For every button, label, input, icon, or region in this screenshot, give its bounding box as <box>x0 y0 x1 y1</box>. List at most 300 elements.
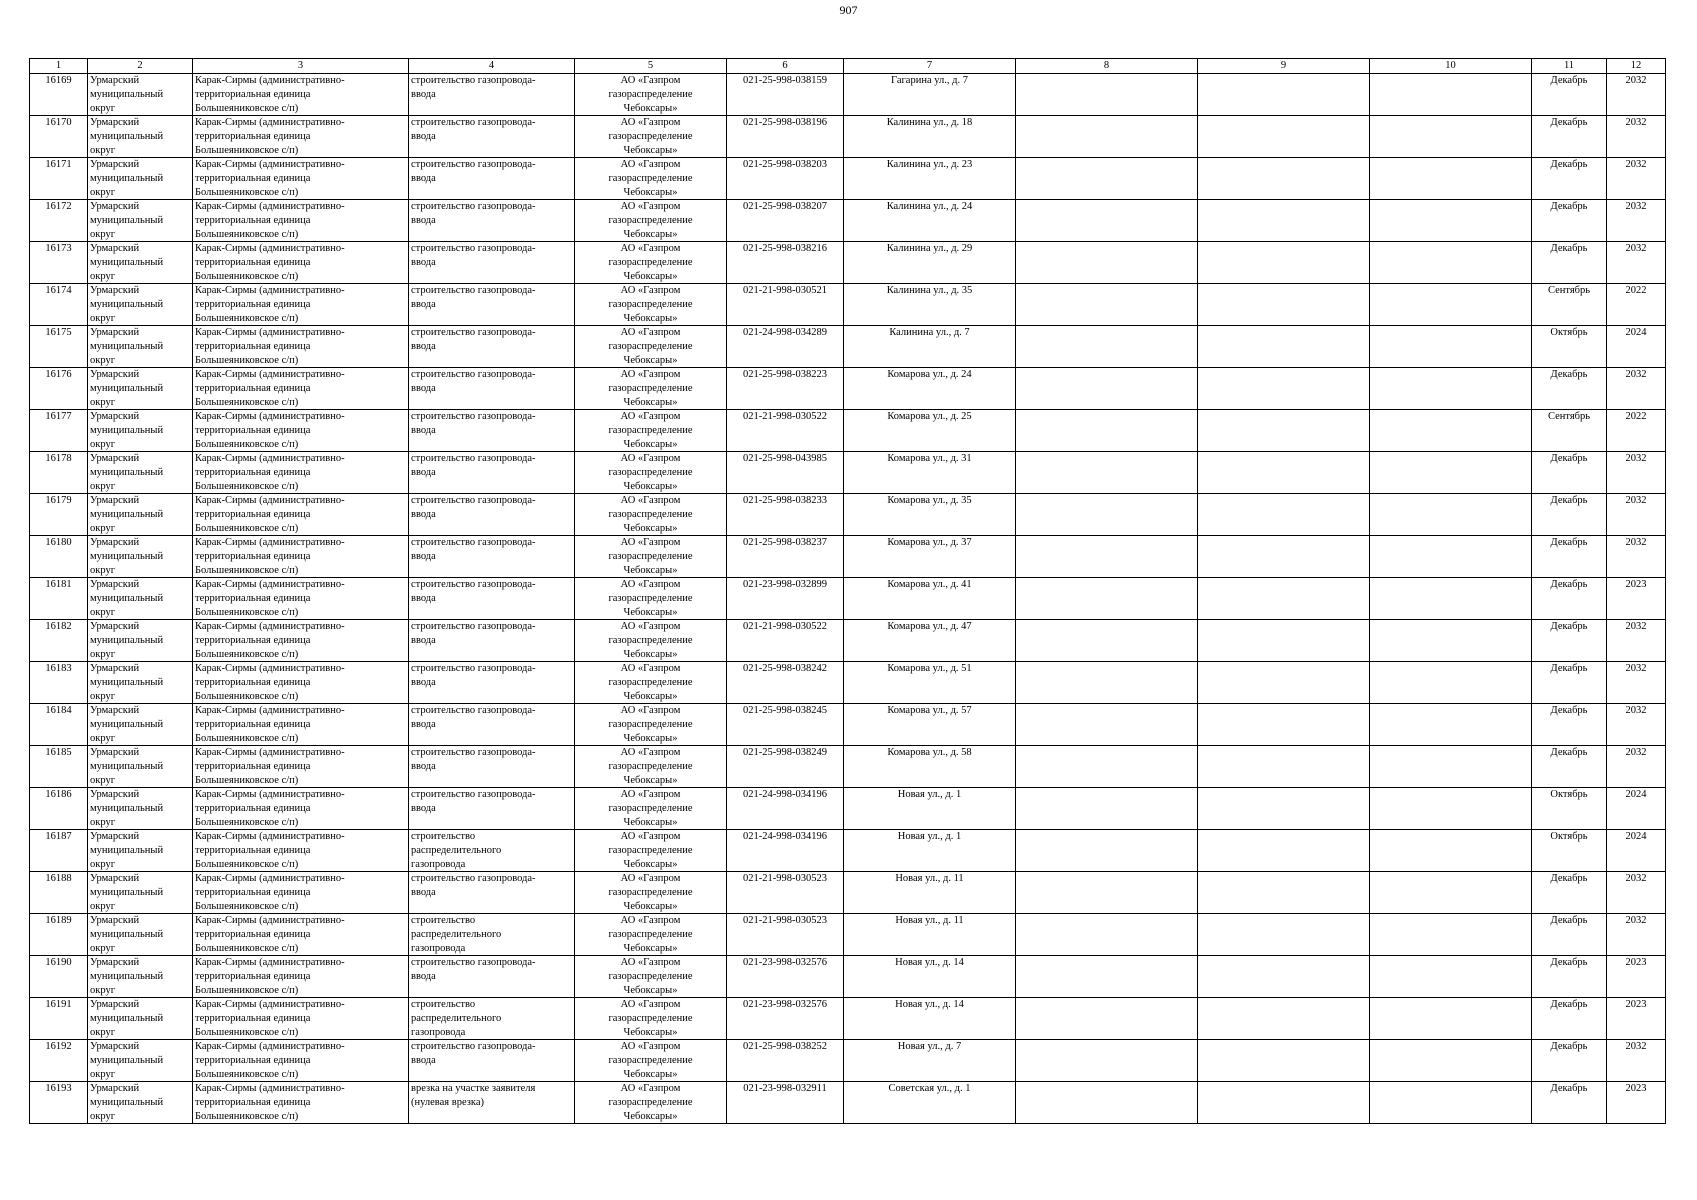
organization-cell <box>575 74 727 116</box>
organization-text: АО «Газпром газораспределение Чебоксары» <box>608 117 693 156</box>
entry-number-text: 16176 <box>45 369 72 380</box>
year-text: 2023 <box>1625 957 1647 968</box>
organization-cell <box>575 536 727 578</box>
empty-cell <box>1370 704 1532 746</box>
request-number-cell <box>727 452 844 494</box>
municipality-cell <box>88 284 193 326</box>
table-row <box>30 368 1666 410</box>
empty-cell <box>1198 284 1370 326</box>
work-type-text: строительство газопровода- ввода <box>411 369 536 394</box>
empty-cell <box>1370 830 1532 872</box>
request-number-cell <box>727 368 844 410</box>
work-type-cell <box>409 620 575 662</box>
work-type-cell <box>409 746 575 788</box>
column-header: 9 <box>1198 59 1370 74</box>
locality-cell <box>193 452 409 494</box>
request-number-cell <box>727 830 844 872</box>
municipality-cell <box>88 242 193 284</box>
work-type-cell <box>409 998 575 1040</box>
month-cell <box>1532 746 1607 788</box>
month-cell <box>1532 116 1607 158</box>
column-header: 6 <box>727 59 844 74</box>
municipality-cell <box>88 1040 193 1082</box>
work-type-text: строительство газопровода- ввода <box>411 453 536 478</box>
table-row <box>30 746 1666 788</box>
address-text: Калинина ул., д. 7 <box>889 327 970 338</box>
work-type-text: строительство газопровода- ввода <box>411 873 536 898</box>
empty-cell <box>1016 116 1198 158</box>
locality-cell <box>193 326 409 368</box>
entry-number-text: 16184 <box>45 705 72 716</box>
empty-cell <box>1198 746 1370 788</box>
municipality-text: Урмарский муниципальный округ <box>90 1041 164 1080</box>
organization-cell <box>575 242 727 284</box>
month-text: Октябрь <box>1550 327 1588 338</box>
organization-cell <box>575 788 727 830</box>
work-type-cell <box>409 704 575 746</box>
table-row <box>30 200 1666 242</box>
address-text: Советская ул., д. 1 <box>888 1083 971 1094</box>
year-cell <box>1607 872 1666 914</box>
address-cell <box>844 872 1016 914</box>
locality-cell <box>193 368 409 410</box>
entry-number-text: 16181 <box>45 579 72 590</box>
entry-number-cell <box>30 410 88 452</box>
request-number-cell <box>727 578 844 620</box>
year-text: 2023 <box>1625 1083 1647 1094</box>
request-number-text: 021-23-998-032911 <box>743 1083 827 1094</box>
organization-text: АО «Газпром газораспределение Чебоксары» <box>608 915 693 954</box>
organization-text: АО «Газпром газораспределение Чебоксары» <box>608 537 693 576</box>
organization-text: АО «Газпром газораспределение Чебоксары» <box>608 159 693 198</box>
empty-cell <box>1016 158 1198 200</box>
month-text: Декабрь <box>1550 873 1588 884</box>
table-row <box>30 914 1666 956</box>
request-number-text: 021-25-998-038203 <box>743 159 827 170</box>
request-number-text: 021-23-998-032576 <box>743 999 827 1010</box>
request-number-text: 021-24-998-034289 <box>743 327 827 338</box>
month-text: Сентябрь <box>1547 411 1591 422</box>
request-number-text: 021-25-998-038207 <box>743 201 827 212</box>
year-text: 2022 <box>1625 285 1647 296</box>
table-row <box>30 620 1666 662</box>
table-row <box>30 1082 1666 1124</box>
empty-cell <box>1370 788 1532 830</box>
empty-cell <box>1016 326 1198 368</box>
address-cell <box>844 1082 1016 1124</box>
locality-cell <box>193 914 409 956</box>
municipality-cell <box>88 998 193 1040</box>
request-number-text: 021-23-998-032576 <box>743 957 827 968</box>
table-row <box>30 872 1666 914</box>
empty-cell <box>1016 914 1198 956</box>
work-type-text: строительство газопровода- ввода <box>411 957 536 982</box>
municipality-text: Урмарский муниципальный округ <box>90 327 164 366</box>
year-text: 2032 <box>1625 747 1647 758</box>
empty-cell <box>1198 1082 1370 1124</box>
work-type-cell <box>409 494 575 536</box>
request-number-text: 021-21-998-030522 <box>743 621 827 632</box>
month-cell <box>1532 620 1607 662</box>
address-text: Комарова ул., д. 25 <box>887 411 972 422</box>
entry-number-cell <box>30 494 88 536</box>
organization-cell <box>575 284 727 326</box>
month-text: Декабрь <box>1550 915 1588 926</box>
entry-number-cell <box>30 452 88 494</box>
work-type-cell <box>409 158 575 200</box>
locality-cell <box>193 536 409 578</box>
empty-cell <box>1016 536 1198 578</box>
work-type-cell <box>409 872 575 914</box>
organization-cell <box>575 998 727 1040</box>
entry-number-text: 16172 <box>45 201 72 212</box>
municipality-cell <box>88 536 193 578</box>
column-header: 4 <box>409 59 575 74</box>
locality-cell <box>193 494 409 536</box>
municipality-text: Урмарский муниципальный округ <box>90 915 164 954</box>
year-cell <box>1607 368 1666 410</box>
request-number-text: 021-25-998-038233 <box>743 495 827 506</box>
address-text: Гагарина ул., д. 7 <box>891 75 968 86</box>
organization-text: АО «Газпром газораспределение Чебоксары» <box>608 579 693 618</box>
municipality-text: Урмарский муниципальный округ <box>90 789 164 828</box>
table-row <box>30 536 1666 578</box>
year-cell <box>1607 536 1666 578</box>
organization-text: АО «Газпром газораспределение Чебоксары» <box>608 75 693 114</box>
work-type-text: строительство газопровода- ввода <box>411 537 536 562</box>
year-cell <box>1607 242 1666 284</box>
request-number-text: 021-24-998-034196 <box>743 789 827 800</box>
work-type-cell <box>409 914 575 956</box>
month-cell <box>1532 284 1607 326</box>
work-type-text: строительство газопровода- ввода <box>411 159 536 184</box>
organization-text: АО «Газпром газораспределение Чебоксары» <box>608 201 693 240</box>
address-cell <box>844 536 1016 578</box>
month-text: Декабрь <box>1550 999 1588 1010</box>
municipality-cell <box>88 704 193 746</box>
empty-cell <box>1370 494 1532 536</box>
work-type-text: строительство газопровода- ввода <box>411 1041 536 1066</box>
entry-number-cell <box>30 662 88 704</box>
locality-cell <box>193 410 409 452</box>
municipality-cell <box>88 956 193 998</box>
locality-text: Карак-Сирмы (административно- территориальная единица Большеяниковское с/п) <box>195 957 345 996</box>
work-type-text: строительство газопровода- ввода <box>411 579 536 604</box>
month-text: Декабрь <box>1550 117 1588 128</box>
request-number-cell <box>727 788 844 830</box>
address-text: Комарова ул., д. 31 <box>887 453 972 464</box>
request-number-cell <box>727 998 844 1040</box>
locality-cell <box>193 830 409 872</box>
month-text: Декабрь <box>1550 495 1588 506</box>
empty-cell <box>1016 284 1198 326</box>
year-cell <box>1607 410 1666 452</box>
entry-number-cell <box>30 242 88 284</box>
work-type-cell <box>409 536 575 578</box>
organization-cell <box>575 200 727 242</box>
work-type-cell <box>409 452 575 494</box>
empty-cell <box>1198 578 1370 620</box>
municipality-cell <box>88 326 193 368</box>
empty-cell <box>1016 452 1198 494</box>
address-cell <box>844 452 1016 494</box>
year-cell <box>1607 746 1666 788</box>
address-cell <box>844 956 1016 998</box>
empty-cell <box>1370 998 1532 1040</box>
address-text: Калинина ул., д. 29 <box>886 243 973 254</box>
municipality-text: Урмарский муниципальный округ <box>90 957 164 996</box>
year-cell <box>1607 158 1666 200</box>
address-text: Новая ул., д. 14 <box>895 957 964 968</box>
work-type-text: строительство газопровода- ввода <box>411 75 536 100</box>
address-text: Комарова ул., д. 41 <box>887 579 972 590</box>
work-type-text: строительство газопровода- ввода <box>411 789 536 814</box>
entry-number-cell <box>30 158 88 200</box>
year-text: 2032 <box>1625 1041 1647 1052</box>
municipality-text: Урмарский муниципальный округ <box>90 873 164 912</box>
entry-number-cell <box>30 326 88 368</box>
year-cell <box>1607 74 1666 116</box>
empty-cell <box>1370 914 1532 956</box>
entry-number-cell <box>30 368 88 410</box>
month-text: Декабрь <box>1550 75 1588 86</box>
request-number-cell <box>727 536 844 578</box>
empty-cell <box>1370 578 1532 620</box>
column-header: 3 <box>193 59 409 74</box>
municipality-cell <box>88 116 193 158</box>
municipality-cell <box>88 494 193 536</box>
organization-cell <box>575 578 727 620</box>
empty-cell <box>1370 956 1532 998</box>
work-type-text: строительство распределительного газопровода <box>411 915 502 954</box>
address-text: Новая ул., д. 11 <box>895 873 964 884</box>
empty-cell <box>1016 578 1198 620</box>
year-text: 2024 <box>1625 789 1647 800</box>
work-type-cell <box>409 578 575 620</box>
organization-text: АО «Газпром газораспределение Чебоксары» <box>608 453 693 492</box>
entry-number-cell <box>30 830 88 872</box>
empty-cell <box>1198 956 1370 998</box>
address-cell <box>844 704 1016 746</box>
locality-cell <box>193 158 409 200</box>
address-cell <box>844 746 1016 788</box>
empty-cell <box>1198 788 1370 830</box>
organization-cell <box>575 158 727 200</box>
locality-text: Карак-Сирмы (административно- территориальная единица Большеяниковское с/п) <box>195 537 345 576</box>
empty-cell <box>1198 158 1370 200</box>
table-row <box>30 494 1666 536</box>
year-text: 2024 <box>1625 831 1647 842</box>
municipality-text: Урмарский муниципальный округ <box>90 747 164 786</box>
organization-text: АО «Газпром газораспределение Чебоксары» <box>608 411 693 450</box>
empty-cell <box>1370 1082 1532 1124</box>
year-text: 2032 <box>1625 705 1647 716</box>
locality-text: Карак-Сирмы (административно- территориальная единица Большеяниковское с/п) <box>195 369 345 408</box>
organization-cell <box>575 956 727 998</box>
request-number-text: 021-25-998-038216 <box>743 243 827 254</box>
work-type-cell <box>409 1040 575 1082</box>
organization-cell <box>575 368 727 410</box>
table-row <box>30 956 1666 998</box>
entry-number-text: 16183 <box>45 663 72 674</box>
locality-cell <box>193 872 409 914</box>
municipality-text: Урмарский муниципальный округ <box>90 1083 164 1122</box>
year-text: 2032 <box>1625 915 1647 926</box>
entry-number-text: 16192 <box>45 1041 72 1052</box>
year-cell <box>1607 326 1666 368</box>
month-text: Декабрь <box>1550 369 1588 380</box>
month-cell <box>1532 830 1607 872</box>
locality-text: Карак-Сирмы (административно- территориальная единица Большеяниковское с/п) <box>195 579 345 618</box>
locality-text: Карак-Сирмы (административно- территориальная единица Большеяниковское с/п) <box>195 999 345 1038</box>
year-cell <box>1607 452 1666 494</box>
month-cell <box>1532 1082 1607 1124</box>
entry-number-text: 16177 <box>45 411 72 422</box>
month-text: Декабрь <box>1550 1041 1588 1052</box>
year-cell <box>1607 956 1666 998</box>
work-type-cell <box>409 200 575 242</box>
municipality-cell <box>88 578 193 620</box>
empty-cell <box>1198 200 1370 242</box>
locality-cell <box>193 998 409 1040</box>
table-row <box>30 116 1666 158</box>
empty-cell <box>1370 872 1532 914</box>
empty-cell <box>1370 662 1532 704</box>
entry-number-cell <box>30 200 88 242</box>
year-text: 2032 <box>1625 495 1647 506</box>
month-cell <box>1532 158 1607 200</box>
municipality-text: Урмарский муниципальный округ <box>90 831 164 870</box>
work-type-cell <box>409 368 575 410</box>
table-row <box>30 788 1666 830</box>
empty-cell <box>1370 284 1532 326</box>
municipality-text: Урмарский муниципальный округ <box>90 705 164 744</box>
work-type-text: строительство газопровода- ввода <box>411 327 536 352</box>
work-type-cell <box>409 1082 575 1124</box>
table-row <box>30 1040 1666 1082</box>
organization-cell <box>575 410 727 452</box>
month-text: Октябрь <box>1550 789 1588 800</box>
municipality-text: Урмарский муниципальный округ <box>90 537 164 576</box>
request-number-text: 021-23-998-032899 <box>743 579 827 590</box>
column-header: 5 <box>575 59 727 74</box>
address-text: Новая ул., д. 14 <box>895 999 964 1010</box>
municipality-cell <box>88 620 193 662</box>
empty-cell <box>1370 326 1532 368</box>
work-type-text: строительство газопровода- ввода <box>411 747 536 772</box>
empty-cell <box>1370 158 1532 200</box>
address-cell <box>844 74 1016 116</box>
empty-cell <box>1016 662 1198 704</box>
organization-cell <box>575 1040 727 1082</box>
organization-text: АО «Газпром газораспределение Чебоксары» <box>608 243 693 282</box>
empty-cell <box>1370 116 1532 158</box>
municipality-text: Урмарский муниципальный округ <box>90 369 164 408</box>
entry-number-cell <box>30 1040 88 1082</box>
address-cell <box>844 620 1016 662</box>
address-cell <box>844 788 1016 830</box>
month-cell <box>1532 998 1607 1040</box>
month-cell <box>1532 326 1607 368</box>
entry-number-text: 16186 <box>45 789 72 800</box>
entry-number-text: 16179 <box>45 495 72 506</box>
municipality-text: Урмарский муниципальный округ <box>90 999 164 1038</box>
empty-cell <box>1198 662 1370 704</box>
empty-cell <box>1016 494 1198 536</box>
year-cell <box>1607 116 1666 158</box>
year-cell <box>1607 1040 1666 1082</box>
month-text: Декабрь <box>1550 621 1588 632</box>
address-cell <box>844 410 1016 452</box>
municipality-text: Урмарский муниципальный округ <box>90 579 164 618</box>
month-cell <box>1532 74 1607 116</box>
request-number-cell <box>727 1082 844 1124</box>
empty-cell <box>1198 494 1370 536</box>
month-cell <box>1532 788 1607 830</box>
locality-text: Карак-Сирмы (административно- территориальная единица Большеяниковское с/п) <box>195 831 345 870</box>
month-cell <box>1532 914 1607 956</box>
month-text: Декабрь <box>1550 453 1588 464</box>
column-header: 11 <box>1532 59 1607 74</box>
locality-text: Карак-Сирмы (административно- территориальная единица Большеяниковское с/п) <box>195 453 345 492</box>
table-row <box>30 578 1666 620</box>
address-cell <box>844 914 1016 956</box>
month-text: Декабрь <box>1550 705 1588 716</box>
month-cell <box>1532 410 1607 452</box>
year-text: 2032 <box>1625 159 1647 170</box>
organization-cell <box>575 830 727 872</box>
municipality-cell <box>88 452 193 494</box>
locality-text: Карак-Сирмы (административно- территориальная единица Большеяниковское с/п) <box>195 663 345 702</box>
request-number-text: 021-25-998-038159 <box>743 75 827 86</box>
organization-text: АО «Газпром газораспределение Чебоксары» <box>608 957 693 996</box>
organization-cell <box>575 914 727 956</box>
entry-number-cell <box>30 956 88 998</box>
empty-cell <box>1198 704 1370 746</box>
month-cell <box>1532 704 1607 746</box>
month-cell <box>1532 494 1607 536</box>
table-row <box>30 242 1666 284</box>
locality-text: Карак-Сирмы (административно- территориальная единица Большеяниковское с/п) <box>195 243 345 282</box>
municipality-text: Урмарский муниципальный округ <box>90 159 164 198</box>
municipality-text: Урмарский муниципальный округ <box>90 75 164 114</box>
column-header: 8 <box>1016 59 1198 74</box>
empty-cell <box>1198 620 1370 662</box>
request-number-cell <box>727 956 844 998</box>
organization-text: АО «Газпром газораспределение Чебоксары» <box>608 789 693 828</box>
organization-cell <box>575 494 727 536</box>
month-text: Декабрь <box>1550 1083 1588 1094</box>
request-number-cell <box>727 704 844 746</box>
organization-cell <box>575 746 727 788</box>
entry-number-text: 16180 <box>45 537 72 548</box>
year-text: 2032 <box>1625 201 1647 212</box>
year-text: 2023 <box>1625 579 1647 590</box>
municipality-cell <box>88 1082 193 1124</box>
empty-cell <box>1370 746 1532 788</box>
column-header: 1 <box>30 59 88 74</box>
locality-text: Карак-Сирмы (административно- территориальная единица Большеяниковское с/п) <box>195 201 345 240</box>
empty-cell <box>1198 998 1370 1040</box>
address-cell <box>844 242 1016 284</box>
organization-text: АО «Газпром газораспределение Чебоксары» <box>608 999 693 1038</box>
empty-cell <box>1016 200 1198 242</box>
request-number-text: 021-25-998-038252 <box>743 1041 827 1052</box>
locality-cell <box>193 116 409 158</box>
work-type-text: строительство газопровода- ввода <box>411 117 536 142</box>
column-header: 7 <box>844 59 1016 74</box>
work-type-text: врезка на участке заявителя (нулевая врезка) <box>411 1083 536 1108</box>
